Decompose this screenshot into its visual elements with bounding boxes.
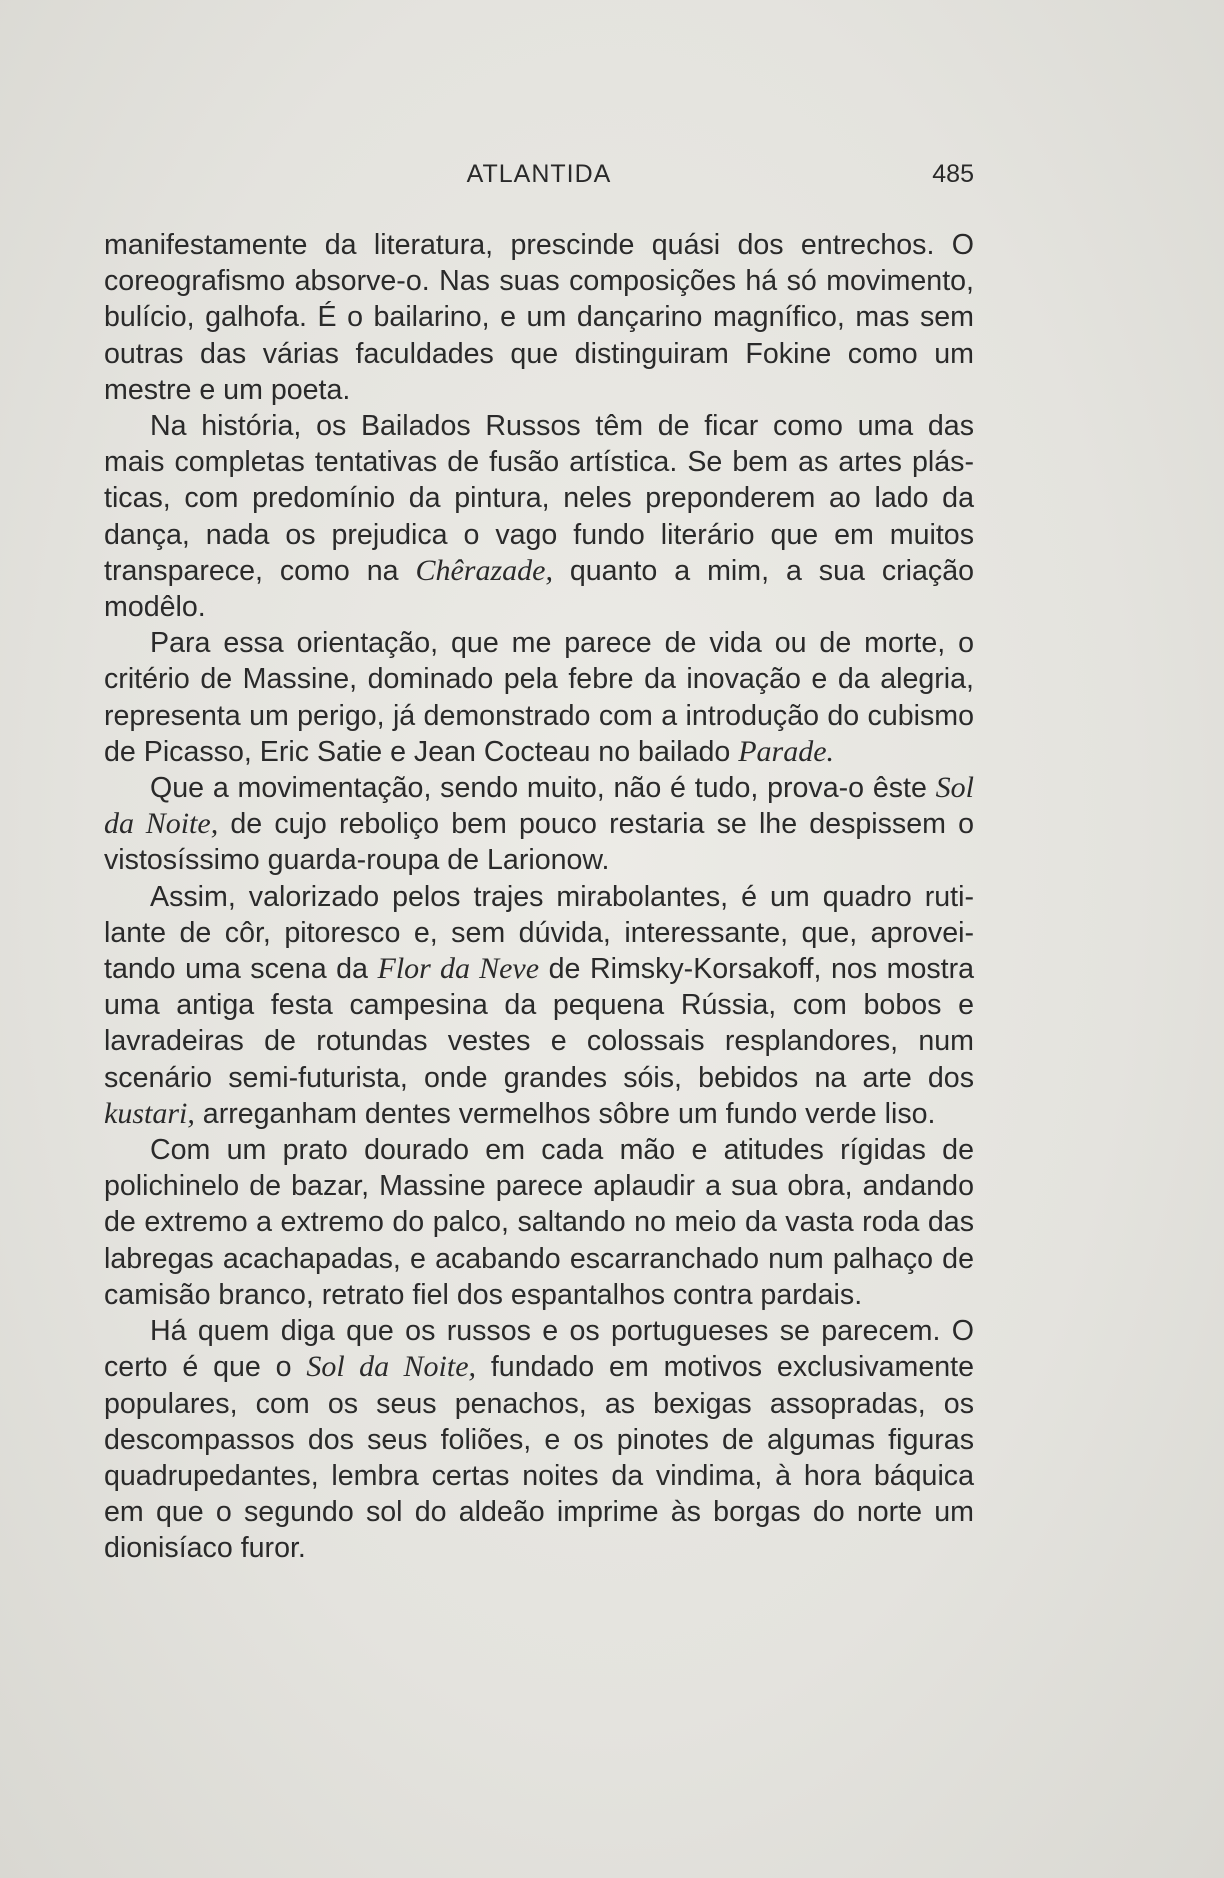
italic-title: kustari, bbox=[104, 1096, 195, 1130]
running-title: ATLANTIDA bbox=[466, 160, 612, 188]
paragraph bbox=[104, 879, 974, 1132]
italic-title: Chêrazade, bbox=[415, 553, 553, 587]
paragraph bbox=[104, 227, 974, 408]
paragraph bbox=[104, 408, 974, 625]
paragraph bbox=[104, 625, 974, 770]
text-segment: Com um prato dourado em cada mão e atitudes rígidas de polichinelo de bazar, Massine parece aplaudir a sua obra, andando de extremo a extremo do palco, saltando no meio da vasta roda das labregas acachapadas, e acabando escarranchado num palhaço de camisão branco, retrato fiel dos espantalhos contra pardais. bbox=[104, 1134, 974, 1311]
italic-title: Parade. bbox=[738, 734, 835, 768]
paragraph bbox=[104, 770, 974, 879]
text-segment: arreganham dentes vermelhos sôbre um fundo verde liso. bbox=[194, 1097, 936, 1130]
paragraph bbox=[104, 1313, 974, 1566]
text-segment: de cujo reboliço bem pouco restaria se lhe despissem o vistosíssimo guarda-roupa de Larionow. bbox=[104, 808, 974, 877]
text-segment: de Rimsky-Korsakoff, nos mostra uma antiga festa campesina da pequena Rússia, com bobos e lavradeiras de rotundas vestes e colossais resplandores, num scenário semi-futurista, onde grandes sóis, bebidos na arte dos bbox=[104, 953, 975, 1094]
text-segment: manifestamente da literatura, prescinde quási dos entrechos. O coreografismo absorve-o. Nas suas composições há só movimento, bulício, galhofa. É o bailarino, e um dançarino magnífico, mas sem outras das várias faculdades que distinguiram Fokine como um mestre e um poeta. bbox=[104, 229, 974, 406]
italic-title: Flor da Neve bbox=[377, 952, 540, 986]
text-segment: Assim, valorizado pelos trajes mirabolantes, é um quadro rutilante de côr, pitoresco e, sem dúvida, interessante, que, aproveitando uma scena da bbox=[104, 880, 974, 986]
page-header bbox=[104, 160, 974, 196]
body-text bbox=[104, 227, 974, 1567]
text-segment: Na história, os Bailados Russos têm de ficar como uma das mais completas tentativas de fusão artística. Se bem as artes plásticas, com predomínio da pintura, neles preponderem ao lado da dança, nada os prejudica o vago fundo literário que em muitos transparece, como na bbox=[104, 410, 974, 587]
text-segment: Para essa orientação, que me parece de vida ou de morte, o critério de Massine, dominado pela febre da inovação e da alegria, representa um perigo, já demonstrado com a introdução do cubismo de Picasso, Eric Satie e Jean Cocteau no bailado bbox=[104, 627, 974, 768]
text-segment: quanto a mim, a sua criação modêlo. bbox=[104, 554, 974, 624]
italic-title: Sol da Noite, bbox=[306, 1350, 477, 1384]
text-segment: fundado em motivos exclusivamente populares, com os seus penachos, as bexigas assopradas, os descompassos dos seus foliões, e os pinotes de algumas figuras quadrupedantes, lembra certas noites da vindima, à hora báquica em que o segundo sol do aldeão imprime às borgas do norte um dionisíaco furor. bbox=[104, 1351, 974, 1565]
paragraph bbox=[104, 1132, 974, 1313]
text-segment: Há quem diga que os russos e os portugueses se parecem. O certo é que o bbox=[104, 1315, 974, 1384]
italic-title: Sol da Noite, bbox=[104, 771, 974, 841]
text-segment: Que a movimentação, sendo muito, não é tudo, prova-o êste bbox=[150, 772, 936, 805]
page-number: 485 bbox=[932, 160, 974, 188]
